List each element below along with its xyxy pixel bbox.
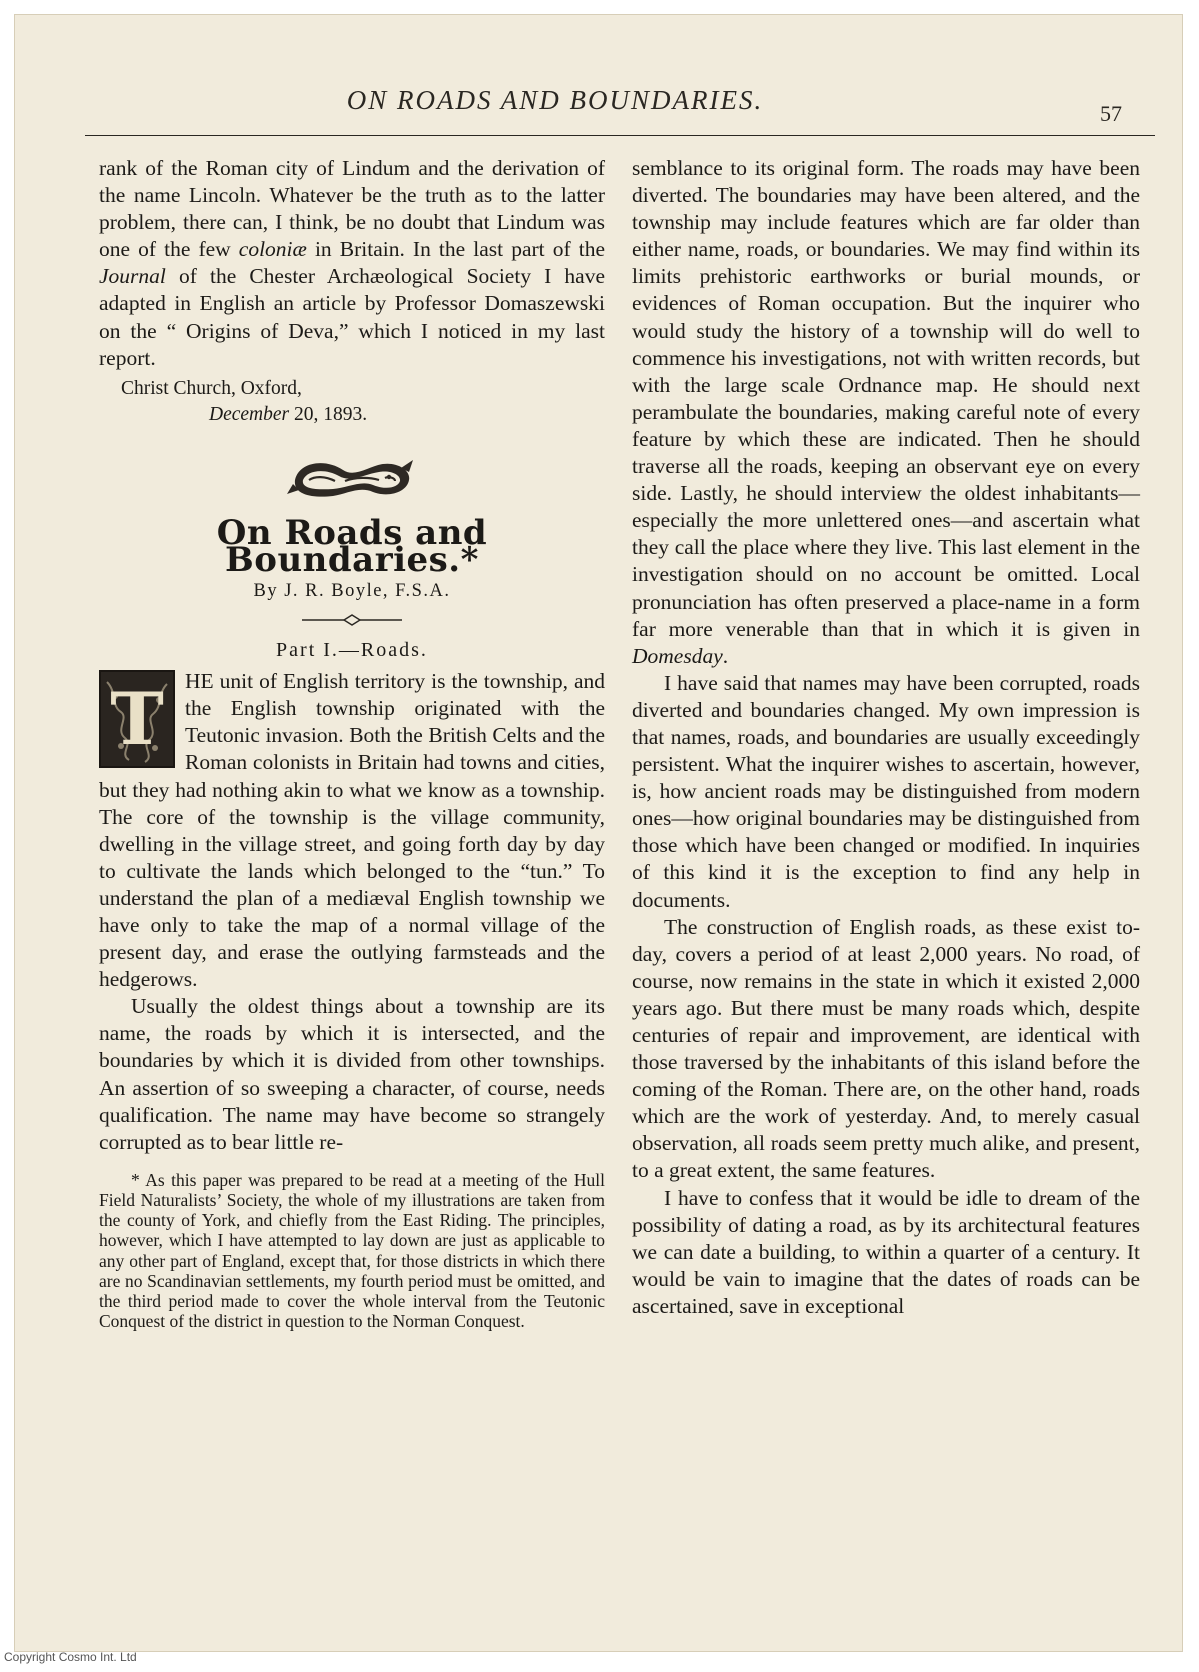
italic-term-coloniae: coloniæ (238, 237, 307, 262)
right-paragraph-4: I have to confess that it would be idle to dream of the possibility of dating a road, as by its architectural features we can date a building, to within a quarter of a century. It would be vain to imagine that the dates of roads can be ascertained, save in exceptional (632, 1185, 1140, 1318)
divider-ornament-icon (302, 613, 402, 627)
article-title: On Roads and Boundaries.* (216, 512, 488, 580)
text-span: of the Chester Archæological Society I have adapted in English an article by Professor Domaszewski on the “ Origins of Deva,” which I noticed in my last report. (99, 264, 605, 370)
article-byline: By J. R. Boyle, F.S.A. (253, 580, 451, 601)
drop-cap-box (99, 670, 175, 768)
article-paragraph-2: Usually the oldest things about a township are its name, the roads by which it is intersected, and the boundaries by which it is divided from other townships. An assertion of so sweeping a character, of course, needs qualification. The name may have become so strangely corrupted as to bear little re- (99, 994, 605, 1154)
footnote: * As this paper was prepared to be read at a meeting of the Hull Field Naturalists’ Society, the whole of my illustrations are taken from the county of York, and chiefly from the East Riding. The principles, however, which I have attempted to lay down are just as applicable to any other part of England, except that, for those districts in which there are no Scandinavian settlements, my fourth period must be omitted, and the third period made to cover the whole interval from the Teutonic Conquest of the district in question to the Norman Conquest. (99, 1169, 605, 1332)
running-header-title: ON ROADS AND BOUNDARIES. (346, 85, 764, 115)
signature-date (99, 402, 605, 428)
signature-date-rest: 20, 1893. (289, 403, 368, 425)
right-paragraph-2: I have said that names may have been corrupted, roads diverted and boundaries changed. My own impression is that names, roads, and boundaries are usually exceedingly persistent. What the inquirer wishes to ascertain, however, is, how ancient roads may be distinguished from modern ones—how original boundaries may be distinguished from those which have been changed or modified. In inquiries of this kind it is the exception to find any help in documents. (632, 670, 1140, 912)
text-span: rank of the Roman city of Lindum and the derivation of the name Lincoln. Whatever be the truth as to the latter problem, there can, I think, be no doubt that Lindum was one of the few (99, 156, 605, 262)
right-paragraph-1 (632, 155, 1140, 670)
part-heading: Part I.—Roads. (276, 639, 428, 662)
right-column (632, 155, 1140, 1320)
copyright-notice: Copyright Cosmo Int. Ltd (4, 1650, 137, 1664)
italic-term-journal: Journal (99, 264, 166, 289)
header-rule (85, 135, 1155, 136)
text-span: semblance to its original form. The roads may have been diverted. The boundaries may have been altered, and the township may include features which are far older than either name, roads, or boundaries. We may find within its limits prehistoric earthworks or burial mounds, or evidences of Roman occupation. But the inquirer who would study the history of a township will do well to commence his investigations, not with written records, but with the large scale Ordnance map. He should next perambulate the boundaries, making careful note of every feature by which these are indicated. Then he should traverse all the roads, keeping an observant eye on every side. Lastly, he should interview the oldest inhabitants—especially the more unlettered ones—and ascertain what they call the place where they live. This last element in the investigation should on no account be omitted. Local pronunciation has often preserved a place-name in a form far more venerable than that in which it is given in (632, 156, 1140, 641)
drop-cap-letter: T (110, 676, 164, 762)
text-span: in Britain. In the last part of the (306, 237, 605, 262)
italic-term-domesday: Domesday (632, 643, 723, 668)
article-paragraph-1: HE unit of English territory is the township, and the English township originated with the Teutonic invasion. Both the British Celts and the Roman colonists in Britain had towns and cities, but they had nothing akin to what we know as a township. The core of the township is the village community, dwelling in the village street, and going forth day by day to cultivate the lands which belonged to the “tun.” To understand the plan of a mediæval English township we have only to take the map of a normal village of the present day, and erase the outlying farmsteads and the hedgerows. (99, 669, 605, 992)
dragon-ornament-icon (285, 450, 419, 506)
left-column (99, 155, 605, 1331)
continuation-paragraph (99, 155, 605, 372)
page-number: 57 (1100, 101, 1122, 126)
signature-place: Christ Church, Oxford, (121, 377, 302, 399)
book-page (14, 14, 1183, 1652)
drop-cap (99, 670, 175, 768)
signature-date-month: December (209, 403, 290, 425)
right-paragraph-3: The construction of English roads, as these exist to-day, covers a period of at least 2,000 years. No road, of course, now remains in the state in which it existed 2,000 years ago. But there must be many roads which, despite centuries of repair and improvement, are identical with those traversed by the inhabitants of this island before the coming of the Roman. There are, on the other hand, roads which are the work of yesterday. And, to merely casual observation, all roads seem pretty much alike, and present, to a great extent, the same features. (632, 914, 1140, 1183)
signature-block (99, 376, 605, 428)
text-span: . (722, 643, 729, 668)
